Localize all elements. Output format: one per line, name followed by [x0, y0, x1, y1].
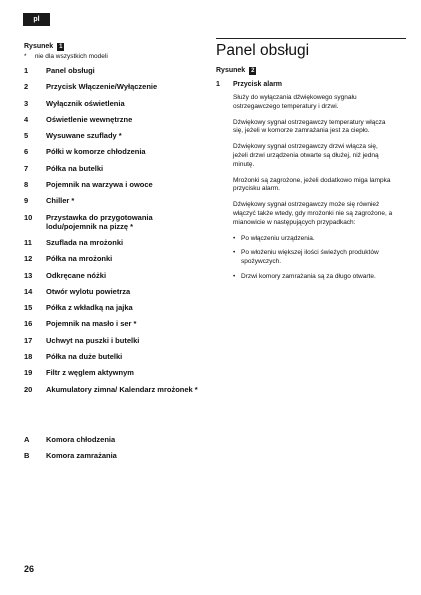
- list-item: [24, 180, 202, 189]
- list-item: [24, 435, 202, 444]
- item-text: Półka z wkładką na jajka: [46, 303, 133, 313]
- item-number: 6: [24, 147, 29, 157]
- list-item: [24, 336, 202, 345]
- item-text: Akumulatory zimna/ Kalendarz mrożonek *: [46, 384, 198, 394]
- list-item: [24, 385, 202, 394]
- item-text: Wyłącznik oświetlenia: [46, 98, 125, 108]
- item-text: Odkręcane nóżki: [46, 270, 107, 280]
- item-number: 7: [24, 163, 29, 173]
- figure-label: [24, 42, 202, 51]
- bullet-list: [233, 235, 393, 282]
- item-text: Przycisk Włączenie/Wyłączenie: [46, 82, 158, 92]
- bullet-text: Po włożeniu większej ilości świeżych produktów spożywczych.: [241, 249, 379, 266]
- item-text: Pojemnik na warzywa i owoce: [46, 180, 153, 190]
- item-text: Komora chłodzenia: [46, 435, 116, 444]
- figure-label: [216, 66, 406, 75]
- paragraph: Służy do wyłączania dźwiękowego sygnału ostrzegawczego temperatury i drzwi.: [233, 94, 357, 110]
- paragraph: Dźwiękowy sygnał ostrzegawczy może się również włączyć także wtedy, gdy mrożonki nie są zagrożone, a mianowicie w następujących przypadkach:: [233, 201, 393, 226]
- bullet-icon: •: [233, 272, 236, 280]
- item-number: 19: [24, 368, 33, 378]
- figure-label-text: Rysunek: [24, 43, 54, 50]
- list-item: [24, 287, 202, 296]
- list-item: [24, 99, 202, 108]
- footnote-marker: *: [24, 53, 27, 60]
- list-item: [24, 213, 202, 231]
- list-item: [24, 196, 202, 205]
- figure-label-text: Rysunek: [216, 67, 246, 74]
- alarm-description: [233, 94, 393, 282]
- bullet-item: [233, 273, 393, 282]
- footnote-text: nie dla wszystkich modeli: [34, 53, 108, 60]
- item-text: Przystawka do przygotowania lodu/pojemnik na pizzę *: [46, 212, 153, 231]
- item-title: Przycisk alarm: [233, 81, 283, 88]
- item-letter: A: [24, 435, 30, 444]
- item-text: Półka na mrożonki: [46, 254, 113, 264]
- item-number: 13: [24, 270, 33, 280]
- item-text: Oświetlenie wewnętrzne: [46, 114, 133, 124]
- list-item: [24, 319, 202, 328]
- item-text: Otwór wylotu powietrza: [46, 286, 131, 296]
- list-item: [24, 303, 202, 312]
- item-number: 20: [24, 384, 33, 394]
- item-number: 8: [24, 180, 29, 190]
- item-number: 3: [24, 98, 29, 108]
- list-item: [24, 271, 202, 280]
- bullet-item: [233, 249, 393, 267]
- item-number: 14: [24, 286, 33, 296]
- item-text: Komora zamrażania: [46, 451, 117, 461]
- paragraph: Dźwiękowy sygnał ostrzegawczy drzwi włącza się, jeżeli drzwi urządzenia otwarte są dłużej, niż jedną minutę.: [233, 143, 379, 168]
- list-item: [24, 254, 202, 263]
- item-text: Panel obsługi: [46, 66, 95, 75]
- bullet-item: [233, 235, 393, 244]
- item-number: 16: [24, 319, 33, 329]
- parts-list: [24, 66, 202, 394]
- bullet-text: Po włączeniu urządzenia.: [241, 234, 315, 242]
- figure-number-badge: 1: [59, 44, 63, 50]
- item-number: 5: [24, 131, 29, 141]
- control-panel-section: [216, 38, 406, 288]
- item-text: Półki w komorze chłodzenia: [46, 147, 146, 157]
- paragraph: Mrożonki są zagrożone, jeżeli dodatkowo miga lampka przycisku alarm.: [233, 176, 391, 193]
- item-number: 10: [24, 212, 33, 222]
- item-letter: B: [24, 451, 30, 461]
- item-text: Półka na butelki: [46, 163, 104, 173]
- bullet-icon: •: [233, 249, 236, 257]
- item-number: 1: [216, 81, 220, 88]
- list-item: [24, 131, 202, 140]
- item-number: 18: [24, 352, 33, 362]
- figure-number-badge: 2: [251, 68, 255, 74]
- list-item: [24, 82, 202, 91]
- page-number: 26: [24, 564, 35, 574]
- list-item: [24, 352, 202, 361]
- section-heading: Panel obsługi: [216, 42, 310, 59]
- language-badge: pl: [23, 13, 50, 26]
- item-number: 9: [24, 196, 29, 206]
- list-item: [24, 66, 202, 75]
- item-number: 1: [24, 66, 29, 75]
- bullet-icon: •: [233, 234, 236, 242]
- list-item: [24, 164, 202, 173]
- list-item: [24, 238, 202, 247]
- item-text: Chiller *: [46, 196, 75, 206]
- alarm-button-heading: [216, 80, 406, 89]
- item-text: Filtr z węglem aktywnym: [46, 368, 134, 378]
- item-number: 4: [24, 114, 29, 124]
- bullet-text: Drzwi komory zamrażania są za długo otwarte.: [241, 272, 376, 280]
- item-text: Szuflada na mrożonki: [46, 237, 124, 247]
- footnote: [24, 52, 202, 61]
- item-text: Półka na duże butelki: [46, 352, 123, 362]
- item-text: Pojemnik na masło i ser *: [46, 319, 137, 329]
- item-text: Wysuwane szuflady *: [46, 131, 122, 141]
- item-number: 17: [24, 335, 33, 345]
- list-item: [24, 115, 202, 124]
- parts-list-column: [24, 42, 202, 401]
- list-item: [24, 368, 202, 377]
- item-number: 2: [24, 82, 29, 92]
- heading-rule: [216, 38, 406, 39]
- item-number: 11: [24, 237, 32, 247]
- list-item: [24, 147, 202, 156]
- compartment-list: [24, 435, 202, 468]
- paragraph: Dźwiękowy sygnał ostrzegawczy temperatury włącza się, jeżeli w komorze zamrażania jest za ciepło.: [233, 118, 386, 135]
- list-item: [24, 451, 202, 460]
- item-number: 15: [24, 303, 33, 313]
- item-text: Uchwyt na puszki i butelki: [46, 335, 140, 345]
- item-number: 12: [24, 254, 33, 264]
